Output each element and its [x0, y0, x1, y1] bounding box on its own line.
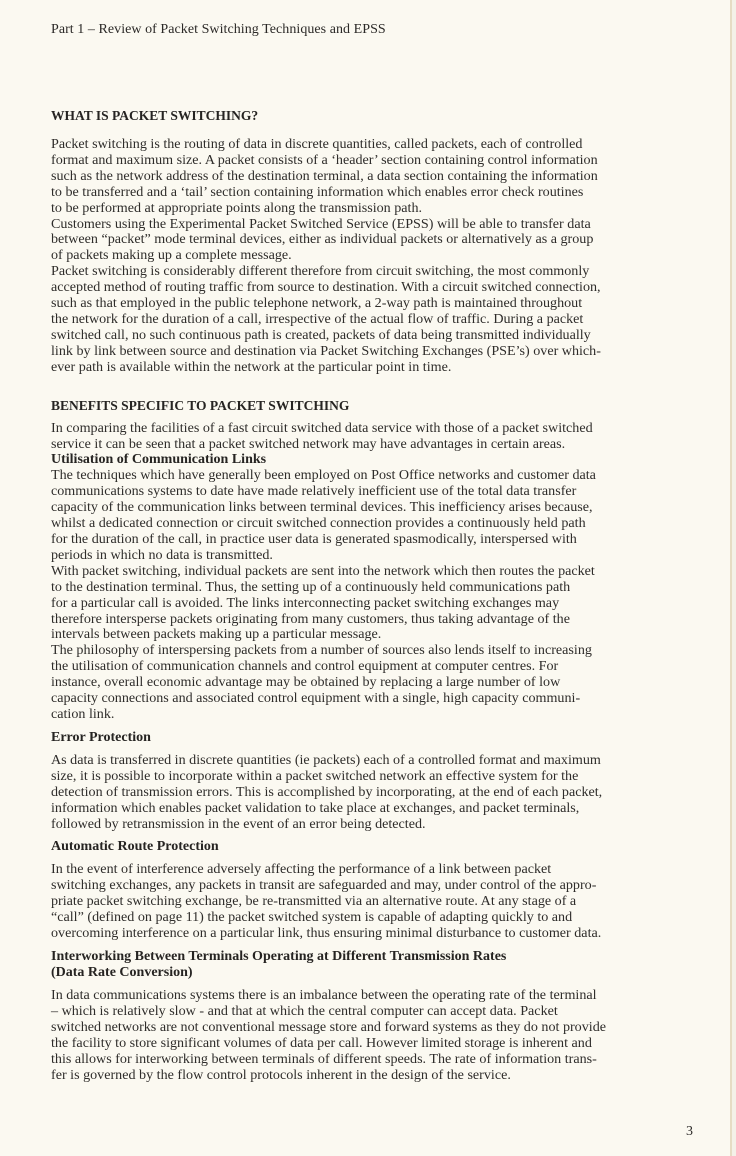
- text-line: In the event of interference adversely affecting the performance of a link between packet: [51, 861, 552, 878]
- text-line: cation link.: [51, 706, 115, 722]
- paragraph-benefits-intro: [51, 421, 731, 453]
- text-line: With packet switching, individual packets are sent into the network which then routes the packet: [51, 562, 595, 579]
- text-line: format and maximum size. A packet consists of a ‘header’ section containing control information: [51, 151, 598, 168]
- text-line: between “packet” mode terminal devices, either as individual packets or alternatively as a group: [51, 231, 594, 248]
- text-line: the facility to store significant volumes of data per call. However limited storage is inherent and: [51, 1034, 592, 1051]
- text-line: link by link between source and destination via Packet Switching Exchanges (PSE’s) over which-: [51, 342, 601, 359]
- text-line: capacity connections and associated control equipment with a single, high capacity communi-: [51, 690, 581, 707]
- text-line: As data is transferred in discrete quantities (ie packets) each of a controlled format and maximum: [51, 751, 601, 768]
- text-line: In comparing the facilities of a fast circuit switched data service with those of a packet switched: [51, 419, 593, 436]
- subheading-interworking-line1: Interworking Between Terminals Operating at Different Transmission Rates: [51, 948, 507, 964]
- text-line: periods in which no data is transmitted.: [51, 546, 273, 563]
- text-line: followed by retransmission in the event of an error being detected.: [51, 815, 426, 832]
- subheading-interworking: [51, 949, 731, 981]
- text-line: service it can be seen that a packet switched network may have advantages in certain areas.: [51, 435, 566, 452]
- subheading-error-protection: Error Protection: [51, 729, 151, 745]
- paragraph-utilisation-2: [51, 564, 731, 644]
- paragraph-circuit-vs-packet: [51, 264, 731, 375]
- text-line: “call” (defined on page 11) the packet switched system is capable of adapting quickly to and: [51, 909, 573, 926]
- text-line: for a particular call is avoided. The links interconnecting packet switching exchanges may: [51, 594, 560, 611]
- text-line: this allows for interworking between terminals of different speeds. The rate of information trans-: [51, 1050, 597, 1067]
- text-line: to be performed at appropriate points along the transmission path.: [51, 199, 423, 216]
- text-line: such as the network address of the destination terminal, a data section containing the information: [51, 167, 598, 184]
- text-line: The philosophy of interspersing packets from a number of sources also lends itself to increasing: [51, 642, 592, 659]
- text-line: the network for the duration of a call, irrespective of the actual flow of traffic. During a packet: [51, 310, 584, 327]
- text-line: to the destination terminal. Thus, the setting up of a continuously held communications path: [51, 578, 571, 595]
- text-line: overcoming interference on a particular link, thus ensuring minimal disturbance to customer data.: [51, 925, 602, 942]
- text-line: to be transferred and a ‘tail’ section containing information which enables error check routines: [51, 183, 584, 200]
- text-line: whilst a dedicated connection or circuit switched connection provides a continuously held path: [51, 515, 586, 532]
- text-line: intervals between packets making up a particular message.: [51, 626, 382, 643]
- text-line: size, it is possible to incorporate within a packet switched network an effective system for the: [51, 767, 579, 784]
- text-line: – which is relatively slow - and that at which the central computer can accept data. Packet: [51, 1002, 558, 1019]
- page-body: [51, 108, 731, 1083]
- text-line: communications systems to date have made relatively inefficient use of the total data transfer: [51, 483, 577, 500]
- text-line: ever path is available within the network at the particular point in time.: [51, 358, 452, 375]
- paragraph-utilisation-3: [51, 643, 731, 723]
- text-line: information which enables packet validation to take place at exchanges, and packet terminals,: [51, 799, 580, 816]
- paragraph-route-protection: [51, 862, 731, 942]
- text-line: Packet switching is the routing of data in discrete quantities, called packets, each of controlled: [51, 136, 583, 152]
- subheading-utilisation: Utilisation of Communication Links: [51, 452, 267, 468]
- section-heading-benefits: BENEFITS SPECIFIC TO PACKET SWITCHING: [51, 397, 350, 413]
- page-margin: [732, 0, 736, 1156]
- text-line: for the duration of the call, in practice user data is generated spasmodically, interspersed with: [51, 531, 577, 548]
- subheading-route-protection: Automatic Route Protection: [51, 839, 219, 855]
- text-line: of packets making up a complete message.: [51, 247, 292, 264]
- text-line: Customers using the Experimental Packet Switched Service (EPSS) will be able to transfer data: [51, 215, 591, 232]
- text-line: the utilisation of communication channels and control equipment at computer centres. For: [51, 658, 559, 675]
- text-line: detection of transmission errors. This is accomplished by incorporating, at the end of each packet,: [51, 783, 603, 800]
- paragraph-definition: [51, 137, 731, 217]
- text-line: switched call, no such continuous path is created, packets of data being transmitted individually: [51, 326, 591, 343]
- paragraph-interworking: [51, 988, 731, 1083]
- text-line: such as that employed in the public telephone network, a 2-way path is maintained throughout: [51, 295, 583, 312]
- text-line: switched networks are not conventional message store and forward systems as they do not provide: [51, 1018, 606, 1035]
- text-line: therefore intersperse packets originating from many customers, thus taking advantage of the: [51, 610, 570, 627]
- text-line: fer is governed by the flow control protocols inherent in the design of the service.: [51, 1066, 511, 1083]
- text-line: In data communications systems there is an imbalance between the operating rate of the terminal: [51, 986, 597, 1003]
- running-head: Part 1 – Review of Packet Switching Techniques and EPSS: [51, 22, 386, 37]
- text-line: The techniques which have generally been employed on Post Office networks and customer data: [51, 467, 596, 484]
- page-number: 3: [686, 1124, 693, 1139]
- text-line: switching exchanges, any packets in transit are safeguarded and may, under control of the appro-: [51, 877, 597, 894]
- text-line: priate packet switching exchange, be re-transmitted via an alternative route. At any stage of a: [51, 893, 577, 910]
- text-line: capacity of the communication links between terminal devices. This inefficiency arises because,: [51, 499, 593, 516]
- paragraph-error-protection: [51, 753, 731, 833]
- paragraph-utilisation-1: [51, 468, 731, 563]
- subheading-interworking-line2: (Data Rate Conversion): [51, 964, 193, 980]
- text-line: instance, overall economic advantage may be obtained by replacing a large number of low: [51, 674, 561, 691]
- paragraph-epss: [51, 217, 731, 265]
- text-line: accepted method of routing traffic from source to destination. With a circuit switched connection,: [51, 279, 601, 296]
- text-line: Packet switching is considerably different therefore from circuit switching, the most commonly: [51, 263, 590, 280]
- section-heading-what-is: WHAT IS PACKET SWITCHING?: [51, 108, 259, 123]
